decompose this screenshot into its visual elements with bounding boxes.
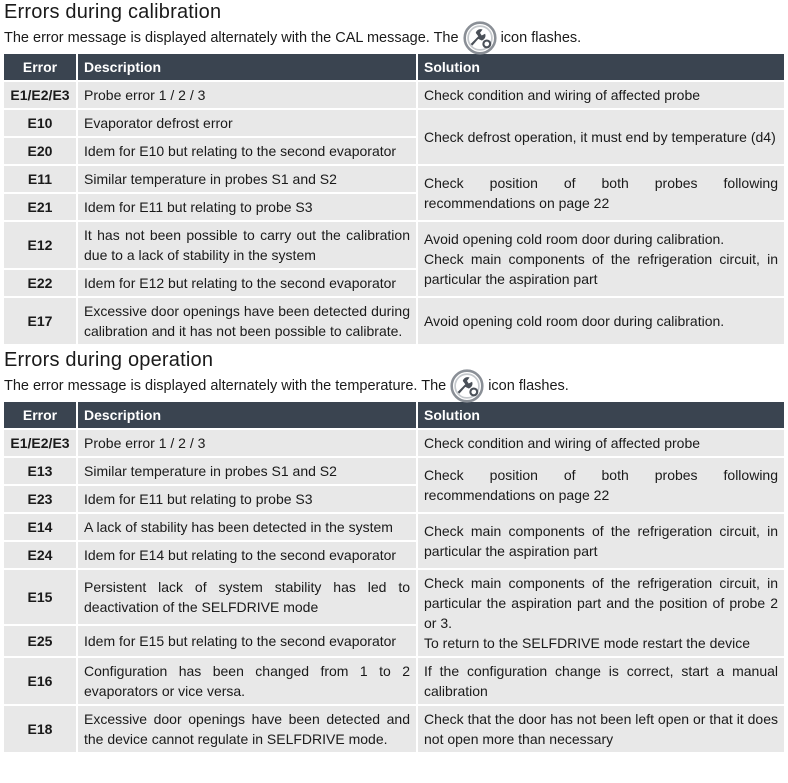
table-header-row [4,402,784,428]
solution-line: Avoid opening cold room door during calibration. [424,231,725,247]
error-description: Probe error 1 / 2 / 3 [78,430,416,456]
operation-title: Errors during operation [4,349,214,371]
error-code: E18 [4,706,76,752]
wrench-gear-icon [450,369,484,403]
error-code: E21 [4,194,76,220]
solution-line: To return to the SELFDRIVE mode restart the device [424,635,751,651]
error-description: Persistent lack of system stability has led to deactivation of the SELFDRIVE mode [78,570,416,624]
calibration-title: Errors during calibration [4,1,222,23]
error-description: Idem for E11 but relating to probe S3 [78,194,416,220]
error-solution [418,570,784,656]
error-code: E20 [4,138,76,164]
error-code: E22 [4,270,76,296]
error-description: Excessive door openings have been detected during calibration and it has not been possible to calibrate. [78,298,416,344]
table-row [4,298,784,344]
error-description: Idem for E11 but relating to probe S3 [78,486,416,512]
error-code: E13 [4,458,76,484]
error-description: A lack of stability has been detected in the system [78,514,416,540]
error-description: Similar temperature in probes S1 and S2 [78,458,416,484]
error-code: E1/E2/E3 [4,430,76,456]
table-row [4,706,784,752]
error-description: Evaporator defrost error [78,110,416,136]
error-solution: Check that the door has not been left open or that it does not open more than necessary [418,706,784,752]
error-solution: If the configuration change is correct, start a manual calibration [418,658,784,704]
operation-intro-text: The error message is displayed alternately with the temperature. The [4,378,447,394]
error-code: E12 [4,222,76,268]
error-code: E16 [4,658,76,704]
calibration-error-table [2,52,786,346]
operation-intro [4,372,788,400]
error-code: E23 [4,486,76,512]
error-solution: Check condition and wiring of affected probe [418,82,784,108]
error-code: E11 [4,166,76,192]
calibration-section [0,0,788,346]
table-row [4,82,784,108]
error-code: E25 [4,626,76,656]
error-code: E17 [4,298,76,344]
error-description: Excessive door openings have been detected and the device cannot regulate in SELFDRIVE mode. [78,706,416,752]
table-row [4,458,784,484]
header-description: Description [78,402,416,428]
error-code: E15 [4,570,76,624]
table-row [4,570,784,624]
table-row [4,166,784,192]
error-code: E1/E2/E3 [4,82,76,108]
operation-section [0,348,788,754]
error-solution: Check position of both probes following recommendations on page 22 [418,166,784,220]
calibration-intro-suffix: icon flashes. [500,30,582,46]
header-solution: Solution [418,54,784,80]
operation-intro-suffix: icon flashes. [488,378,569,394]
table-row [4,658,784,704]
error-description: Idem for E14 but relating to the second evaporator [78,542,416,568]
error-code: E24 [4,542,76,568]
error-description: Idem for E12 but relating to the second evaporator [78,270,416,296]
error-solution: Avoid opening cold room door during calibration. [418,298,784,344]
header-error: Error [4,402,76,428]
header-solution: Solution [418,402,784,428]
error-description: Probe error 1 / 2 / 3 [78,82,416,108]
error-code: E14 [4,514,76,540]
table-header-row [4,54,784,80]
wrench-gear-icon [463,21,497,55]
error-solution [418,222,784,296]
error-code: E10 [4,110,76,136]
operation-error-table [2,400,786,754]
error-description: Idem for E10 but relating to the second evaporator [78,138,416,164]
solution-line: Check main components of the refrigeration circuit, in particular the aspiration part and the position of probe 2 or 3. [424,575,778,631]
header-error: Error [4,54,76,80]
error-solution: Check defrost operation, it must end by temperature (d4) [418,110,784,164]
error-solution: Check main components of the refrigeration circuit, in particular the aspiration part [418,514,784,568]
error-description: Idem for E15 but relating to the second evaporator [78,626,416,656]
solution-line: Check main components of the refrigeration circuit, in particular the aspiration part [424,251,778,287]
calibration-intro [4,24,788,52]
error-description: It has not been possible to carry out the calibration due to a lack of stability in the system [78,222,416,268]
table-row [4,430,784,456]
error-solution: Check position of both probes following recommendations on page 22 [418,458,784,512]
table-row [4,514,784,540]
table-row [4,222,784,268]
error-solution: Check condition and wiring of affected probe [418,430,784,456]
error-description: Similar temperature in probes S1 and S2 [78,166,416,192]
error-description: Configuration has been changed from 1 to 2 evaporators or vice versa. [78,658,416,704]
table-row [4,110,784,136]
calibration-intro-text: The error message is displayed alternately with the CAL message. The [4,30,459,46]
header-description: Description [78,54,416,80]
